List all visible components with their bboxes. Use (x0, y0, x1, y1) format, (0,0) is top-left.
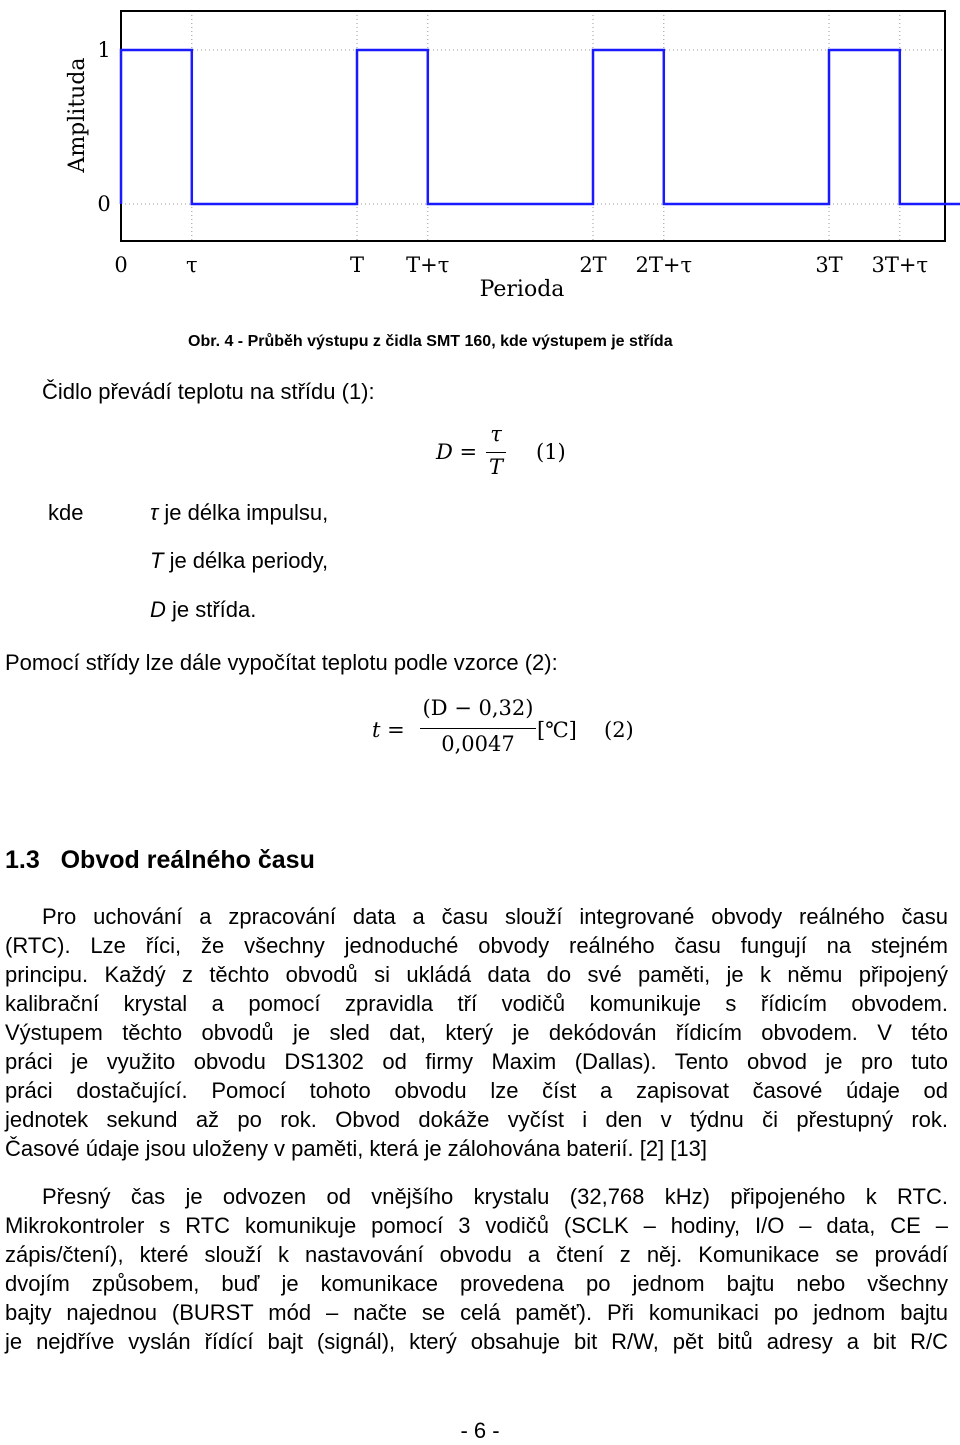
y-tick-label: 0 (97, 192, 111, 216)
formula1-fraction-bar (486, 452, 506, 453)
plot-frame (121, 11, 945, 241)
paragraph-line: dvojím způsobem, buď je komunikace provedena po jednom bajtu nebo všechny (5, 1271, 948, 1296)
x-axis-label: Perioda (479, 277, 565, 302)
paragraph-line: Výstupem těchto obvodů je sled dat, který je dekódován řídicím obvodem. V této (5, 1020, 948, 1045)
square-wave-figure (0, 0, 960, 310)
x-tick-label: T (349, 253, 365, 277)
formula2-numerator: (D − 0,32) (422, 696, 534, 720)
formula1-numerator: τ (490, 422, 502, 446)
paragraph-line: Časové údaje jsou uloženy v paměti, která je zálohována baterií. [2] [13] (5, 1136, 707, 1161)
formula1-lhs: D = (436, 440, 478, 464)
x-tick-label: 0 (114, 253, 128, 277)
paragraph-line: jednotek sekund až po rok. Obvod dokáže vyčíst i den v týdnu či přestupný rok. (5, 1107, 948, 1132)
formula2-lhs: t = (372, 718, 405, 742)
figure-grid (121, 11, 945, 241)
x-tick-label: 2T+τ (635, 253, 693, 277)
square-wave-line (121, 50, 960, 204)
x-tick-label: 2T (579, 253, 607, 277)
intro-text: Čidlo převádí teplotu na střídu (1): (42, 379, 375, 404)
paragraph-line: principu. Každý z těchto obvodů si ukládá data do své paměti, je k němu připojený (5, 962, 948, 987)
formula1-denominator: T (488, 455, 503, 479)
def-item-t: T je délka periody, (150, 548, 329, 573)
formula1-number: (1) (536, 440, 566, 464)
y-axis-label: Amplituda (65, 57, 90, 173)
paragraph-line: Mikrokontroler s RTC komunikuje pomocí 3 vodičů (SCLK – hodiny, I/O – data, CE – (5, 1213, 948, 1238)
formula2-number: (2) (604, 718, 634, 742)
formula2-denominator: 0,0047 (441, 732, 515, 756)
paragraph-line: (RTC). Lze říci, že všechny jednoduché obvody reálného času fungují na stejném (5, 933, 948, 958)
x-tick-label: 3T (815, 253, 843, 277)
page-number: - 6 - (460, 1418, 500, 1443)
formula2-fraction-bar (420, 728, 536, 729)
defs-kde: kde (48, 500, 84, 525)
y-tick-label: 1 (97, 38, 111, 62)
formula2-intro: Pomocí střídy lze dále vypočítat teplotu podle vzorce (2): (5, 650, 558, 675)
paragraph-line: zápis/čtení), které slouží k nastavování obvodu a čtení z něj. Komunikace se provádí (5, 1242, 948, 1267)
formula2-unit: [℃] (537, 718, 577, 742)
paragraph-line: Přesný čas je odvozen od vnějšího krystalu (32,768 kHz) připojeného k RTC. (42, 1184, 948, 1209)
def-item-tau: τ je délka impulsu, (150, 500, 329, 525)
figure-caption: Obr. 4 - Průběh výstupu z čidla SMT 160, kde výstupem je střída (188, 333, 673, 350)
paragraph-line: práci je využito obvodu DS1302 od firmy Maxim (Dallas). Tento obvod je pro tuto (5, 1049, 948, 1074)
paragraph-line: bajty najednou (BURST mód – načte se celá paměť). Při komunikaci po jednom bajtu (5, 1300, 948, 1325)
paragraph-line: Pro uchování a zpracování data a času slouží integrované obvody reálného času (42, 904, 948, 929)
x-tick-label: T+τ (406, 253, 450, 277)
x-tick-label: 3T+τ (871, 253, 929, 277)
def-item-d: D je střída. (150, 597, 257, 622)
paragraph-2 (5, 1182, 948, 1356)
paragraph-line: práci dostačující. Pomocí tohoto obvodu lze číst a zapisovat časové údaje od (5, 1078, 948, 1103)
paragraph-line: je nejdříve vyslán řídící bajt (signál), který obsahuje bit R/W, pět bitů adresy a bit R/C (5, 1329, 948, 1354)
x-tick-label: τ (185, 253, 198, 277)
paragraph-line: kalibrační krystal a pomocí zpravidla tří vodičů komunikuje s řídicím obvodem. (5, 991, 948, 1016)
section-heading: 1.3 Obvod reálného času (5, 846, 315, 874)
paragraph-1 (5, 902, 948, 1163)
